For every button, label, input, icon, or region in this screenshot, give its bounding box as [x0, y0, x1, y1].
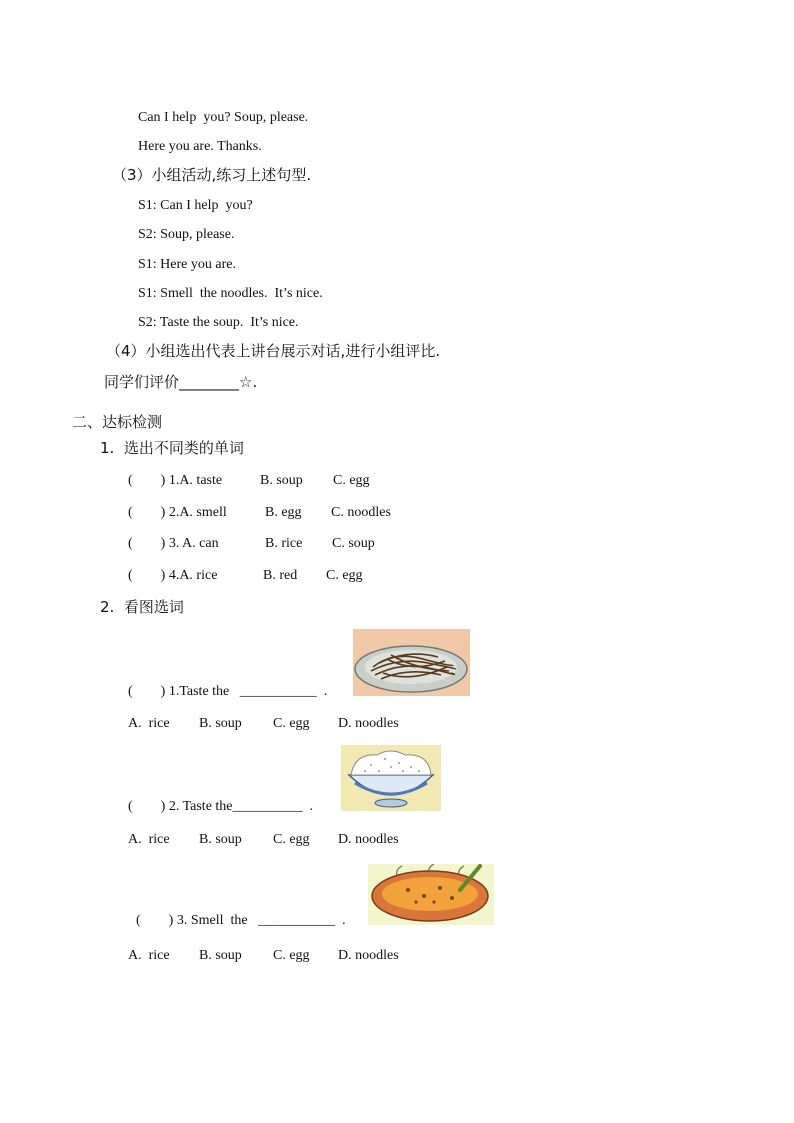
- q2-item-2-option-a: A. rice: [128, 832, 170, 847]
- q1-item-2: ( ) 2.A. smell: [128, 505, 227, 520]
- dialogue-line: Can I help you? Soup, please.: [138, 110, 309, 125]
- q2-item-1-option-b: B. soup: [199, 716, 242, 731]
- q2-item-3-stem: ( ) 3. Smell the ___________ .: [136, 913, 346, 928]
- q2-item-2-option-d: D. noodles: [338, 832, 399, 847]
- q1-item-4-option-b: B. red: [263, 568, 298, 583]
- q2-item-2-option-c: C. egg: [273, 832, 310, 847]
- q2-item-3-option-d: D. noodles: [338, 948, 399, 963]
- dialogue-line: S1: Here you are.: [138, 257, 236, 272]
- q1-item-3: ( ) 3. A. can: [128, 536, 219, 551]
- step-3-instruction: （3）小组活动,练习上述句型.: [112, 166, 312, 184]
- step-4-instruction: （4）小组选出代表上讲台展示对话,进行小组评比.: [106, 342, 441, 360]
- dialogue-line: S1: Can I help you?: [138, 198, 253, 213]
- q2-item-3-option-c: C. egg: [273, 948, 310, 963]
- dialogue-line: S2: Soup, please.: [138, 227, 235, 242]
- q2-item-3-option-a: A. rice: [128, 948, 170, 963]
- noodles-plate-image: [353, 629, 470, 696]
- section-2-title: 二、达标检测: [72, 413, 163, 431]
- q1-item-1-option-c: C. egg: [333, 473, 370, 488]
- q1-item-4: ( ) 4.A. rice: [128, 568, 218, 583]
- q1-item-3-option-b: B. rice: [265, 536, 303, 551]
- dialogue-line: S2: Taste the soup. It’s nice.: [138, 315, 299, 330]
- q1-item-1-option-b: B. soup: [260, 473, 303, 488]
- q2-item-3-option-b: B. soup: [199, 948, 242, 963]
- q2-item-2-option-b: B. soup: [199, 832, 242, 847]
- question-2-title: 2. 看图选词: [100, 598, 184, 616]
- q1-item-2-option-c: C. noodles: [331, 505, 391, 520]
- q2-item-2-stem: ( ) 2. Taste the__________ .: [128, 799, 314, 814]
- q1-item-2-option-b: B. egg: [265, 505, 302, 520]
- question-1-title: 1. 选出不同类的单词: [100, 439, 244, 457]
- q2-item-1-option-c: C. egg: [273, 716, 310, 731]
- q2-item-1-option-a: A. rice: [128, 716, 170, 731]
- q1-item-4-option-c: C. egg: [326, 568, 363, 583]
- soup-bowl-image: [368, 864, 494, 925]
- rice-bowl-image: [341, 745, 441, 811]
- dialogue-line: Here you are. Thanks.: [138, 139, 262, 154]
- q2-item-1-option-d: D. noodles: [338, 716, 399, 731]
- dialogue-line: S1: Smell the noodles. It’s nice.: [138, 286, 323, 301]
- peer-evaluation: 同学们评价________☆.: [104, 373, 258, 391]
- q1-item-1: ( ) 1.A. taste: [128, 473, 223, 488]
- q1-item-3-option-c: C. soup: [332, 536, 375, 551]
- q2-item-1-stem: ( ) 1.Taste the ___________ .: [128, 684, 328, 699]
